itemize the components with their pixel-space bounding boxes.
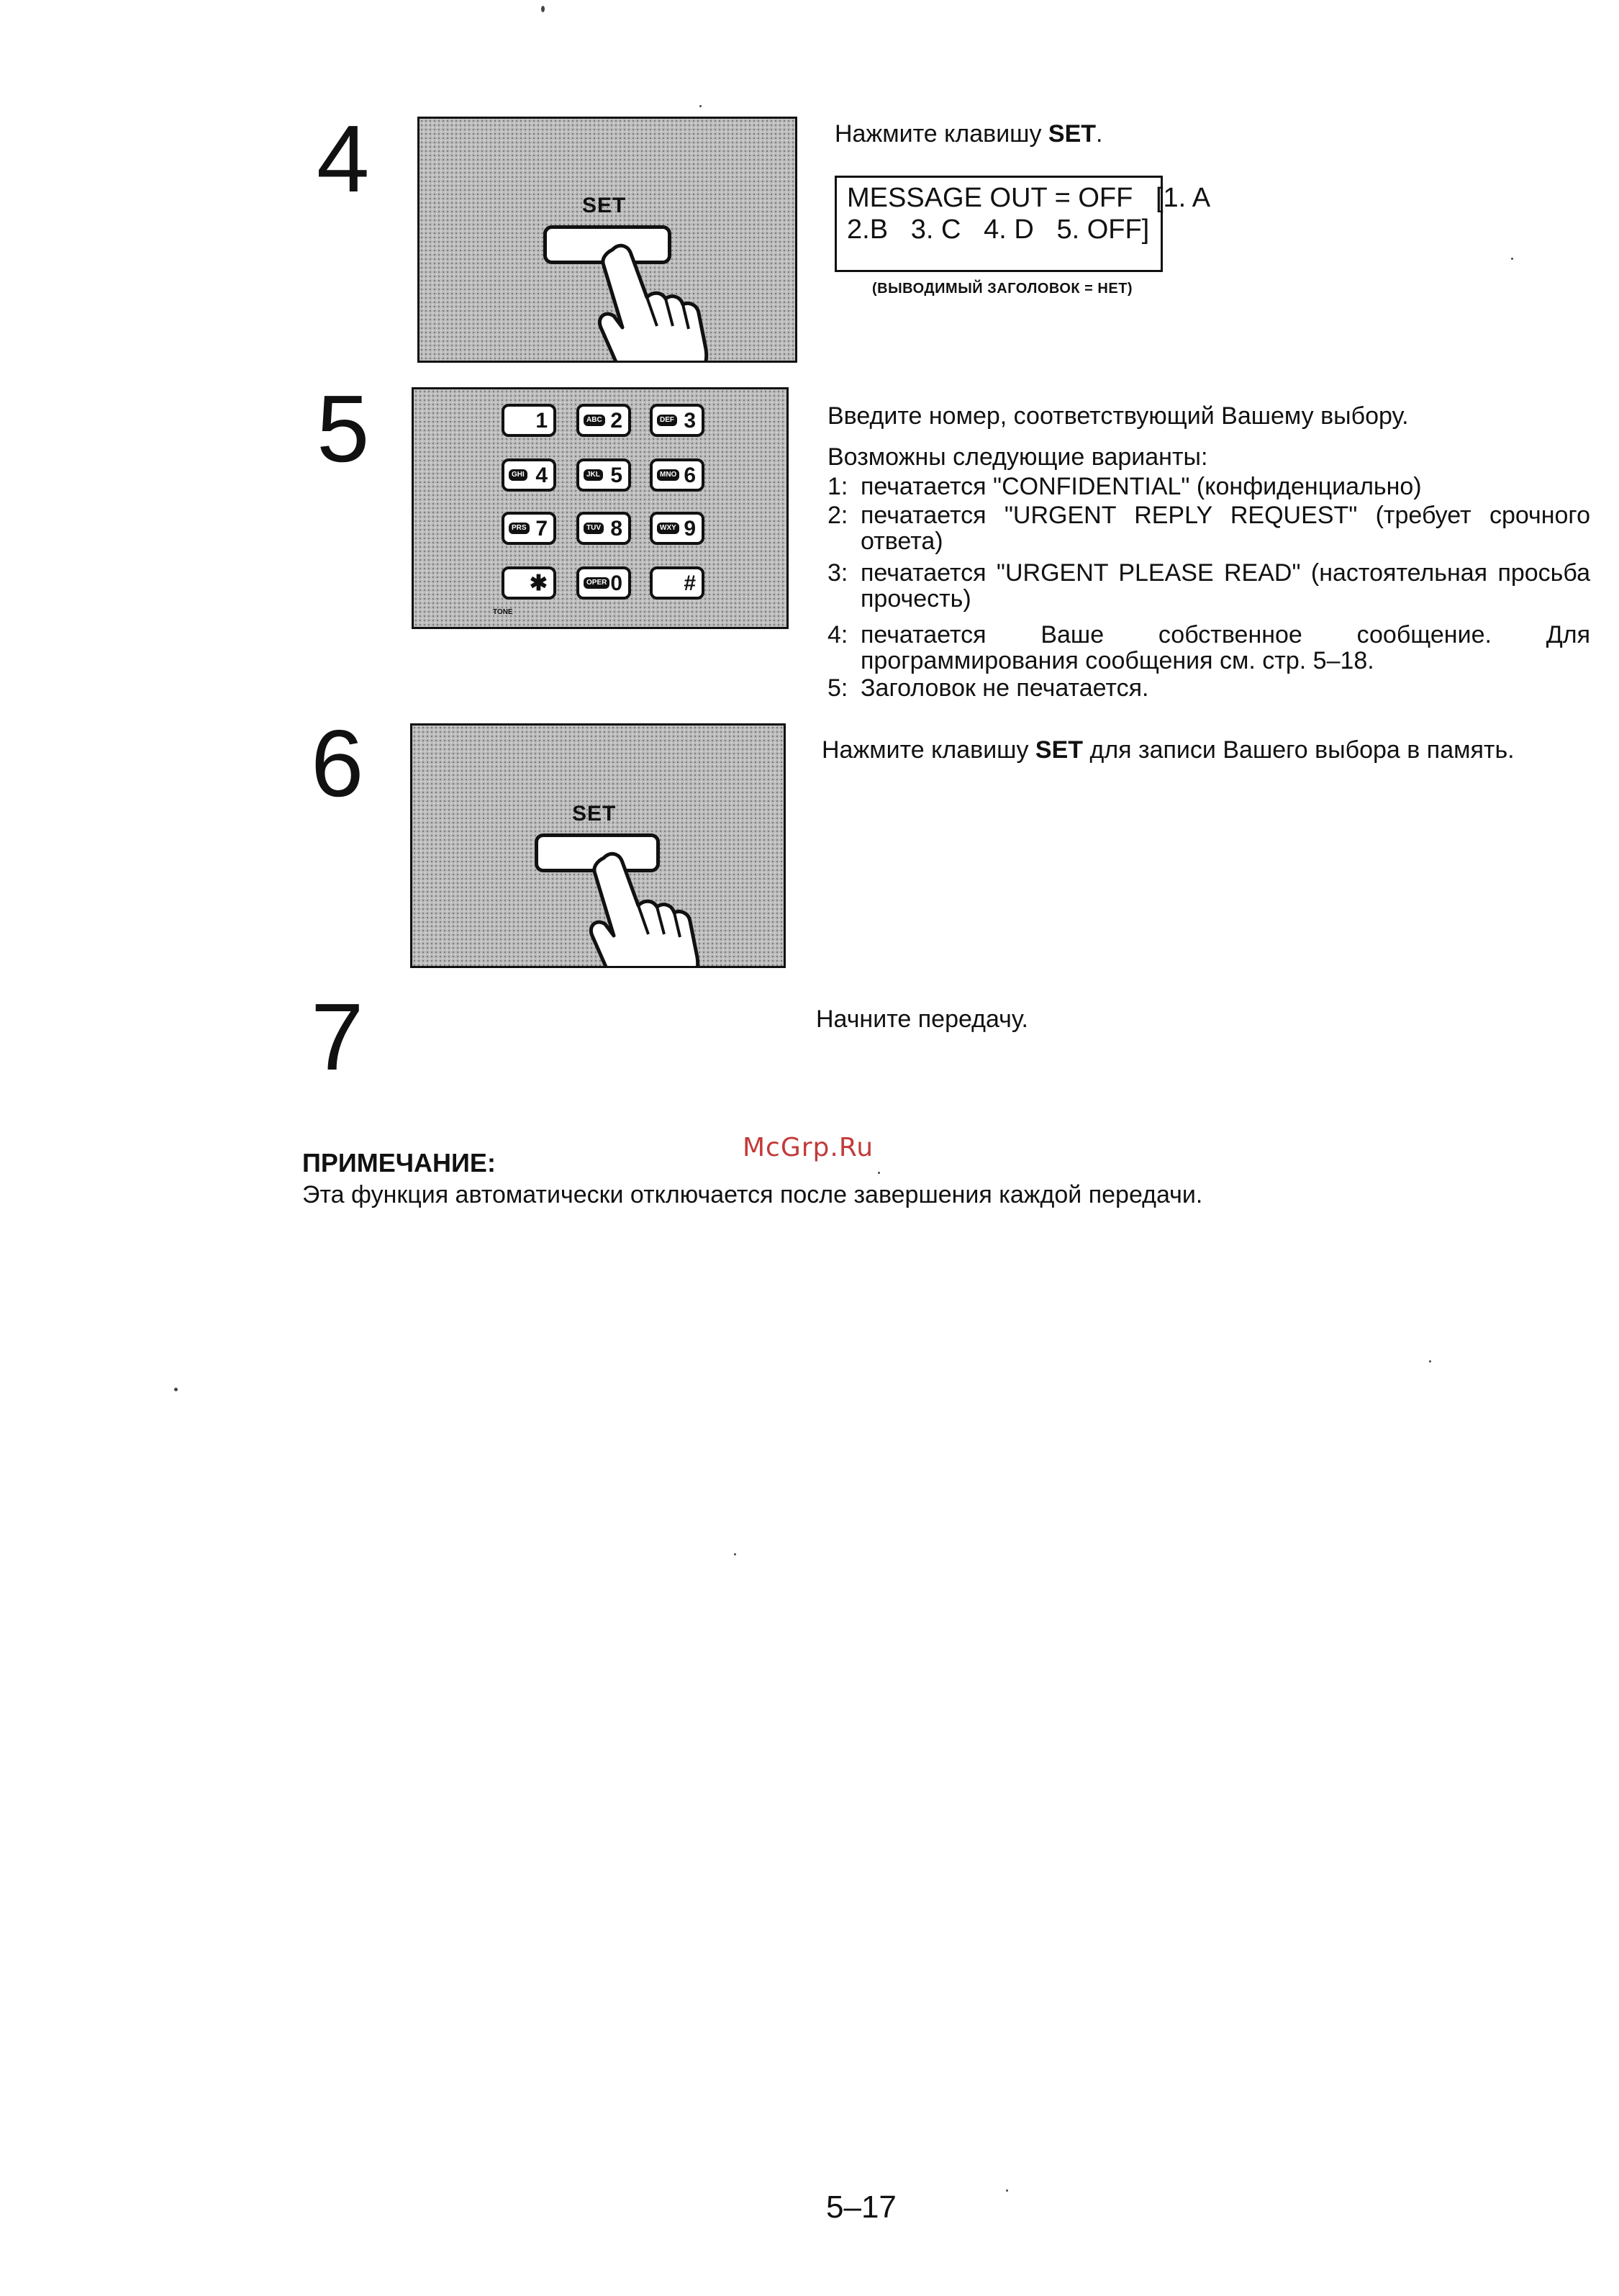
keypad-key bbox=[502, 512, 556, 545]
page-number: 5–17 bbox=[826, 2189, 897, 2225]
scan-speck bbox=[1429, 1360, 1431, 1362]
keypad-key bbox=[650, 566, 704, 600]
step5-keypad-illustration bbox=[412, 387, 789, 629]
option-number: 3: bbox=[827, 559, 848, 587]
option-text-cont: программирования сообщения см. стр. 5–18. bbox=[861, 647, 1374, 674]
tone-label: TONE bbox=[493, 608, 513, 616]
keypad-key bbox=[650, 512, 704, 545]
option-text: печатается "URGENT REPLY REQUEST" (требует срочного bbox=[861, 502, 1590, 529]
step-number-5: 5 bbox=[317, 376, 370, 482]
scan-speck bbox=[541, 6, 545, 12]
option-text: печатается Ваше собственное сообщение. Для bbox=[861, 621, 1590, 648]
keypad-key-digit: 9 bbox=[684, 517, 696, 541]
keypad-key-letters: DEF bbox=[657, 415, 677, 426]
keypad-key-digit: 4 bbox=[535, 464, 548, 487]
step6-instruction-key: SET bbox=[1035, 736, 1084, 764]
scan-speck bbox=[734, 1553, 736, 1555]
keypad-key-letters: WXY bbox=[657, 523, 679, 534]
keypad-key-digit: 2 bbox=[610, 409, 622, 433]
pointing-hand-icon bbox=[582, 849, 712, 968]
keypad-key-letters: MNO bbox=[657, 469, 679, 481]
keypad-key-letters: TUV bbox=[584, 523, 604, 534]
step4-instruction-key: SET bbox=[1048, 120, 1097, 148]
step4-instruction-text: Нажмите клавишу bbox=[835, 120, 1048, 148]
keypad-key bbox=[650, 404, 704, 437]
step5-instruction: Введите номер, соответствующий Вашему выбору. bbox=[827, 402, 1409, 430]
step-number-7: 7 bbox=[311, 984, 364, 1090]
keypad-key bbox=[576, 404, 631, 437]
scan-speck bbox=[878, 1172, 880, 1174]
option-number: 4: bbox=[827, 621, 848, 648]
keypad-key bbox=[576, 512, 631, 545]
scan-speck bbox=[699, 105, 702, 107]
lcd-line-1: MESSAGE OUT = OFF [1. A bbox=[847, 183, 1211, 213]
option-text-cont: прочесть) bbox=[861, 585, 971, 613]
keypad-key-digit: 0 bbox=[610, 571, 622, 595]
keypad-key-letters: ABC bbox=[584, 415, 605, 426]
keypad-key bbox=[650, 458, 704, 492]
option-number: 5: bbox=[827, 674, 848, 702]
keypad-key bbox=[502, 458, 556, 492]
option-text-cont: ответа) bbox=[861, 528, 943, 555]
lcd-display bbox=[835, 176, 1211, 272]
keypad-key bbox=[576, 566, 631, 600]
keypad-key bbox=[576, 458, 631, 492]
step6-instruction-suffix: для записи Вашего выбора в память. bbox=[1083, 736, 1515, 764]
note-title: ПРИМЕЧАНИЕ: bbox=[302, 1148, 496, 1178]
keypad-key-letters: OPER bbox=[584, 577, 609, 589]
keypad-key-digit: 8 bbox=[610, 517, 622, 541]
watermark: McGrp.Ru bbox=[743, 1133, 874, 1162]
pointing-hand-icon bbox=[591, 241, 720, 363]
keypad-key-digit: 1 bbox=[535, 409, 548, 433]
step6-instruction-text: Нажмите клавишу bbox=[822, 736, 1035, 764]
option-2 bbox=[827, 501, 1590, 559]
step4-illustration bbox=[417, 117, 797, 363]
option-text: печатается "CONFIDENTIAL" (конфиденциально) bbox=[861, 473, 1422, 500]
set-label: SET bbox=[582, 194, 627, 217]
option-4 bbox=[827, 620, 1590, 678]
step-number-6: 6 bbox=[311, 710, 364, 816]
keypad-key bbox=[502, 404, 556, 437]
keypad-key-digit: 5 bbox=[610, 464, 622, 487]
step6-illustration bbox=[410, 723, 786, 968]
option-text: Заголовок не печатается. bbox=[861, 674, 1149, 702]
step6-instruction bbox=[822, 736, 1515, 764]
option-1 bbox=[827, 472, 1590, 501]
option-text: печатается "URGENT PLEASE READ" (настоятельная просьба bbox=[861, 559, 1590, 587]
option-number: 1: bbox=[827, 473, 848, 500]
scan-speck bbox=[1006, 2189, 1008, 2192]
keypad-key-digit: ✱ bbox=[529, 571, 548, 595]
scan-speck bbox=[1511, 258, 1513, 260]
options-title: Возможны следующие варианты: bbox=[827, 443, 1208, 471]
scan-speck bbox=[174, 1388, 178, 1391]
keypad-key-letters: GHI bbox=[509, 469, 527, 481]
set-label: SET bbox=[572, 802, 617, 826]
display-caption: (ВЫВОДИМЫЙ ЗАГОЛОВОК = НЕТ) bbox=[872, 281, 1133, 297]
note-text: Эта функция автоматически отключается после завершения каждой передачи. bbox=[302, 1181, 1203, 1208]
option-3 bbox=[827, 559, 1590, 616]
option-5 bbox=[827, 674, 1590, 702]
keypad-key-letters: JKL bbox=[584, 469, 603, 481]
step7-instruction: Начните передачу. bbox=[816, 1005, 1028, 1033]
keypad-key-letters: PRS bbox=[509, 523, 530, 534]
keypad-key-digit: # bbox=[684, 571, 696, 595]
option-number: 2: bbox=[827, 502, 848, 529]
keypad-key bbox=[502, 566, 556, 600]
lcd-line-2: 2.B 3. C 4. D 5. OFF] bbox=[847, 214, 1150, 245]
keypad-key-digit: 7 bbox=[535, 517, 548, 541]
step4-instruction-suffix: . bbox=[1096, 120, 1103, 148]
keypad-key-digit: 3 bbox=[684, 409, 696, 433]
step-number-4: 4 bbox=[317, 106, 370, 212]
keypad-key-digit: 6 bbox=[684, 464, 696, 487]
step4-instruction bbox=[835, 119, 1102, 148]
